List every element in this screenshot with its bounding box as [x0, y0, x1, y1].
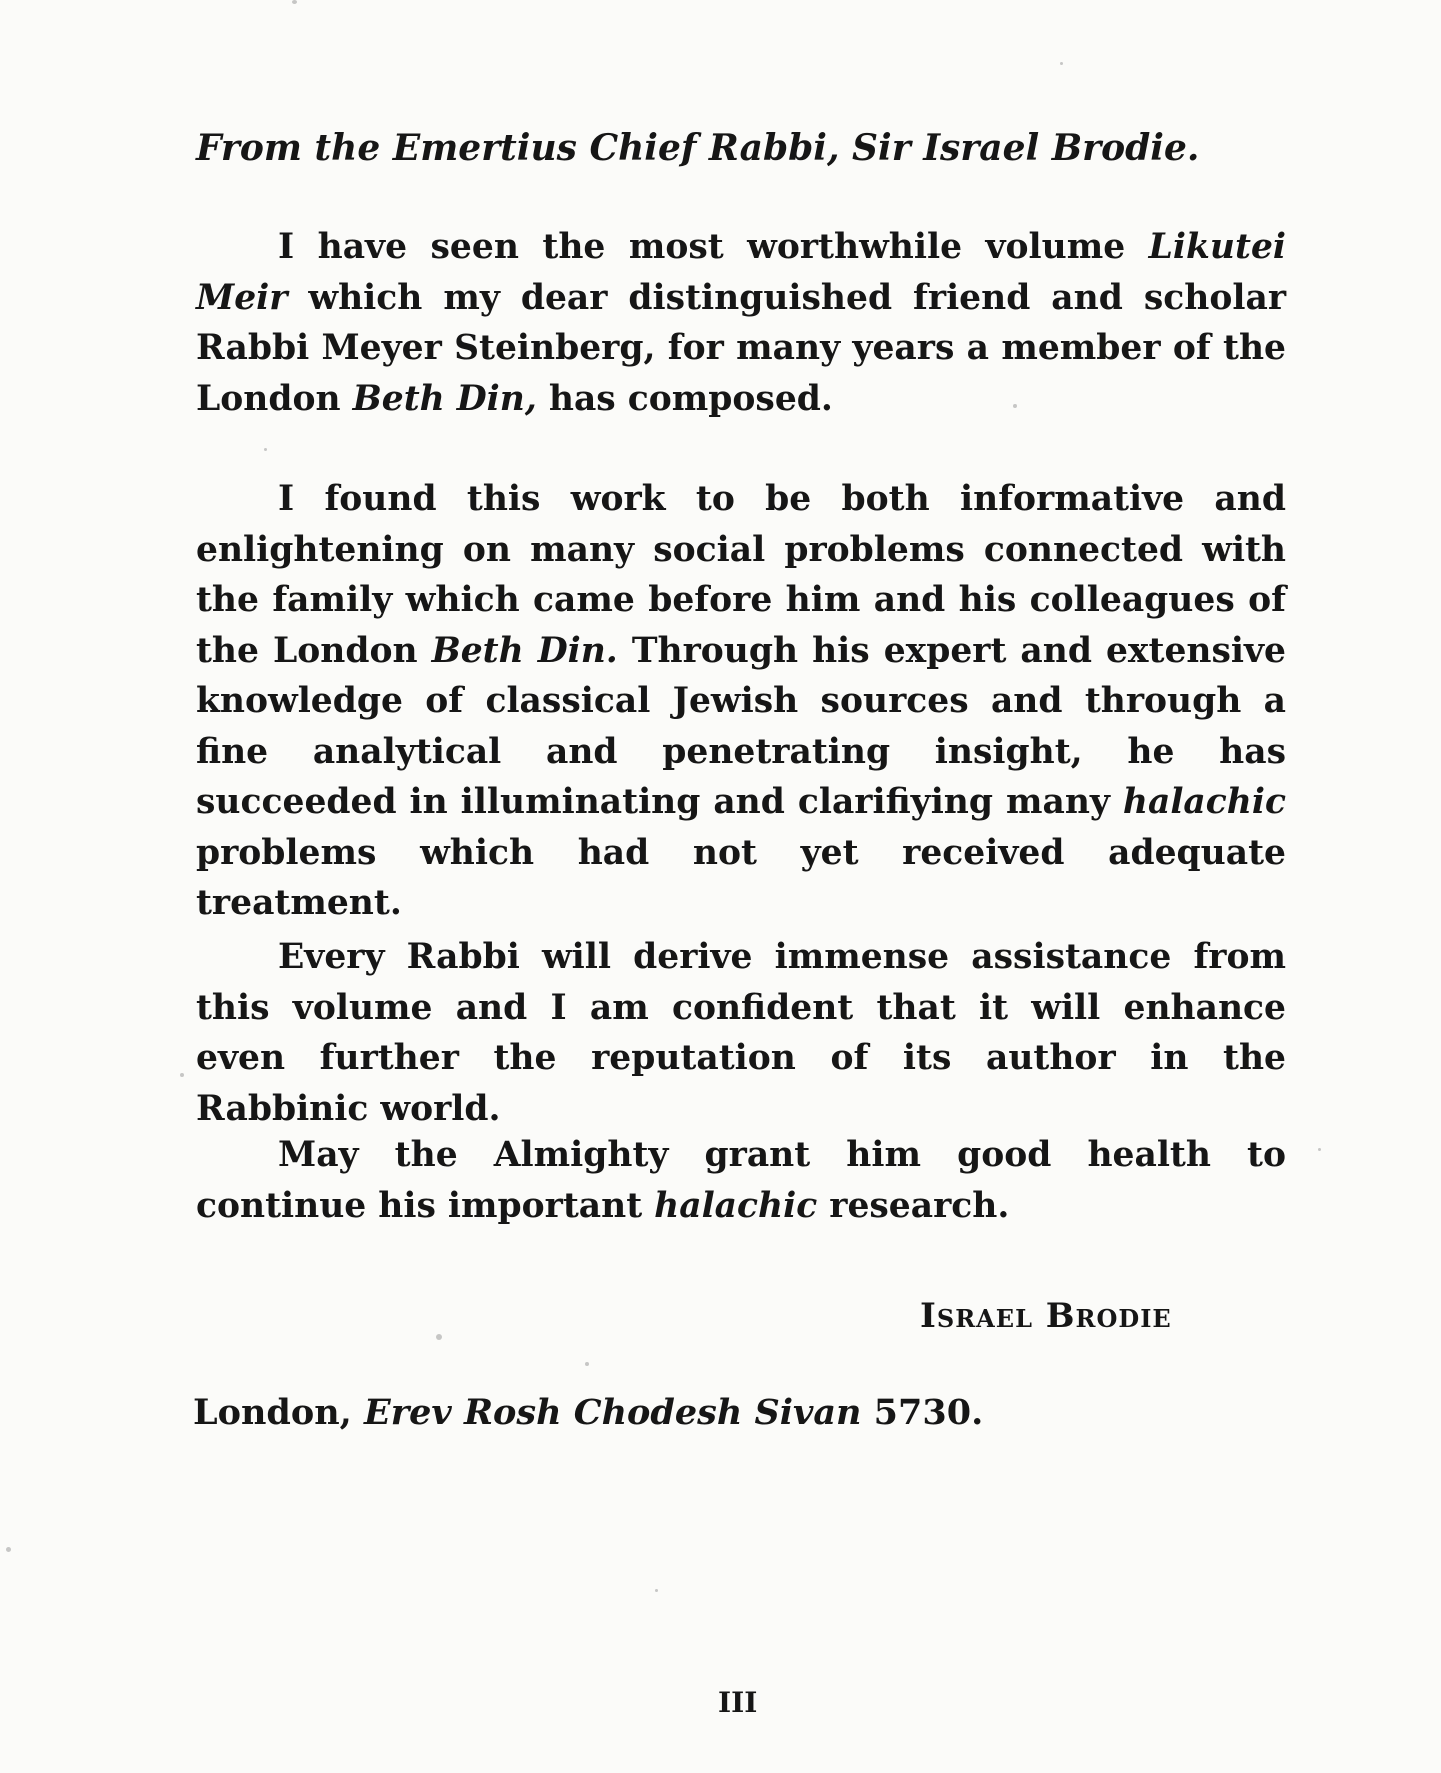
- p1-book-title: Likutei Meir: [196, 227, 1286, 318]
- scan-speck: [1318, 1148, 1321, 1151]
- p2-beth-din: Beth Din.: [431, 630, 618, 671]
- year: 5730.: [873, 1392, 984, 1433]
- p4-text-1: May the Almighty grant him good health to continue his important: [196, 1135, 1286, 1226]
- p3-text-1: Every Rabbi will derive immense assistance from this volume and I am confident that it will enhance even further the reputation of its author in the Rabbinic world.: [196, 937, 1286, 1129]
- scan-speck: [1060, 62, 1063, 65]
- page-number: III: [718, 1686, 758, 1719]
- scan-speck: [180, 1073, 184, 1077]
- paragraph-1: [196, 222, 1286, 424]
- p4-halachic: halachic: [654, 1185, 818, 1226]
- scan-speck: [436, 1334, 442, 1340]
- scan-speck: [585, 1362, 589, 1366]
- p2-halachic: halachic: [1122, 782, 1286, 822]
- paragraph-4: [196, 1130, 1286, 1231]
- scan-speck: [1013, 404, 1017, 408]
- scan-speck: [655, 1589, 658, 1592]
- paragraph-2: [196, 474, 1286, 929]
- p2-text-1: I found this work to be both informative and enlightening on many social problems connected with the family which came before him and his colleagues of the London: [196, 479, 1286, 671]
- scan-speck: [292, 0, 297, 4]
- p1-text-3: has composed.: [536, 378, 833, 419]
- scan-speck: [6, 1547, 11, 1552]
- p1-beth-din: Beth Din,: [352, 378, 537, 419]
- p1-text-2: which my dear distinguished friend and scholar Rabbi Meyer Steinberg, for many years a member of the London: [196, 277, 1286, 419]
- p1-text-1: I have seen the most worthwhile volume: [278, 227, 1149, 267]
- signature: Israel Brodie: [920, 1296, 1172, 1336]
- place-and-date: [193, 1392, 983, 1433]
- scan-speck: [264, 448, 267, 451]
- p2-text-3: problems which had not yet received adequate treatment.: [196, 832, 1286, 923]
- paragraph-3: [196, 932, 1286, 1134]
- occasion: Erev Rosh Chodesh Sivan: [364, 1392, 862, 1433]
- letter-heading: From the Emertius Chief Rabbi, Sir Israel Brodie.: [196, 127, 1200, 169]
- p2-text-2: Through his expert and extensive knowledge of classical Jewish sources and through a fine analytical and penetrating insight, he has succeeded in illuminating and clarifiying many: [196, 630, 1286, 822]
- place: London,: [193, 1392, 352, 1433]
- p4-text-2: research.: [817, 1185, 1010, 1226]
